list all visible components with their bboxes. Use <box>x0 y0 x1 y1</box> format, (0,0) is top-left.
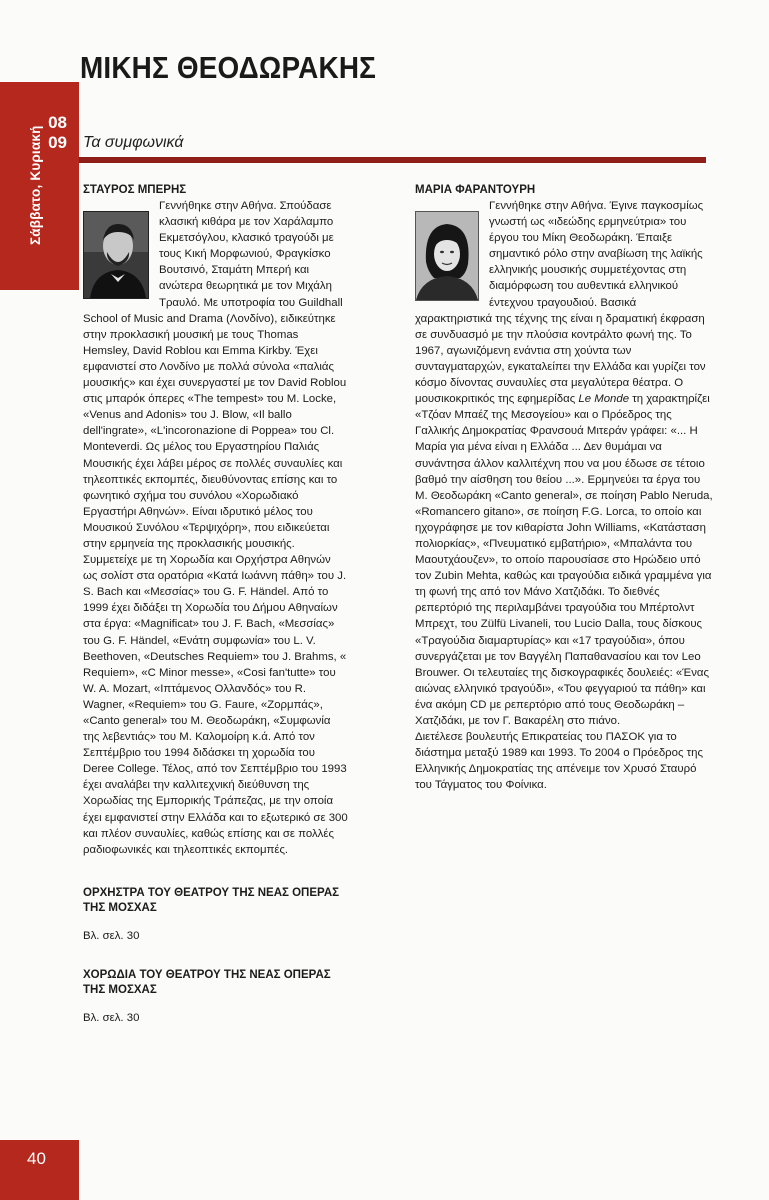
choir-heading: ΧΟΡΩΔΙΑ ΤΟΥ ΘΕΑΤΡΟΥ ΤΗΣ ΝΕΑΣ ΟΠΕΡΑΣ ΤΗΣ ΜΟΣΧΑΣ <box>83 968 331 996</box>
bio-text-left: Γεννήθηκε στην Αθήνα. Σπούδασε κλασική κιθάρα με τον Χαράλαμπο Εκμετσόγλου, κλασικό τραγούδι με τους Κική Μορφωνιού, Φραγκίσκο Βουτσινό, Σταμάτη Μπερή και ανώτερα θεωρητικά με τον Μιχάλη Τραυλό. Με υποτροφία του Guildhall School of Music and Drama (Λονδίνο), ειδικεύτηκε στην προκλασική μουσική με τους Thomas Hemsley, David Roblou και Emma Kirkby. Έχει εμφανιστεί στο Λονδίνο με πολλά σύνολα «παλιάς μουσικής» και έχει συνεργαστεί με τον David Roblou στις μπαρόκ όπερες «The tempest» του M. Locke, «Venus and Adonis» του J. Blow, «Il ballo dell'ingrate», «L'incoronazione di Poppea» του Cl. Monteverdi. Ως μέλος του Εργαστηρίου Παλιάς Μουσικής έχει λάβει μέρος σε πολλές συναυλίες και τηλεοπτικές εκπομπές, διευθύνοντας επίσης και το φωνητικό σχήμα του συνόλου «Χορωδιακό Εργαστήρι Αθηνών». Είναι ιδρυτικό μέλος του Μουσικού Συνόλου «Τερψιχόρη», που ειδικεύεται στην ερμηνεία της προκλασικής μουσικής. Συμμετείχε με τη Χορωδία και Ορχήστρα Αθηνών ως σολίστ στα ορατόρια «Κατά Ιωάννη πάθη» του J. S. Bach και «Μεσσίας» του G. F. Händel. Από το 1999 έχει διδάξει τη Χορωδία του Δήμου Αθηναίων στα έργα: «Magnificat» του J. F. Bach, «Μεσσίας» του G. F. Händel, «Ενάτη συμφωνία» του L. V. Beethoven, «Deutsches Requiem» του J. Brahms, « Requiem», «C Minor messe», «Cosi fan'tutte» του W. A. Mozart, «Ιπτάμενος Ολλανδός» του R. Wagner, «Requiem» του G. Faure, «Ζορμπάς», «Canto general» του Μ. Θεοδωράκη, «Συμφωνία της λεβεντιάς» του Μ. Καλομοίρη κ.ά. Από τον Σεπτέμβριο του 1994 διδάσκει τη χορωδία του Deree College. Τέλος, από τον Σεπτέμβριο του 1993 έχει αναλάβει την καλλιτεχνική διεύθυνση της Χορωδίας της Εμπορικής Τράπεζας, με την οποία έχει εμφανιστεί στην Ελλάδα και το εξωτερικό σε 300 και πλέον συναυλίες, καθώς επίσης και σε πολλές ραδιοφωνικές και τηλεοπτικές εκπομπές. <box>83 200 348 856</box>
newspaper-name: Le Monde <box>578 393 630 406</box>
header-rule <box>79 157 706 163</box>
right-column <box>415 183 715 793</box>
artist-heading-right: ΜΑΡΙΑ ΦΑΡΑΝΤΟΥΡΗ <box>415 184 536 196</box>
choir-page-ref: Βλ. σελ. 30 <box>83 1011 140 1024</box>
bio-right-part2: τη χαρακτηρίζει «Τζόαν Μπαέζ της Μεσογείου» και ο Πρόεδρος της Γαλλικής Δημοκρατίας Φρανσουά Μιτεράν γράφει: «... Η Μαρία για μένα είναι η Ελλάδα ... Δεν θυμάμαι να συνάντησα άλλον καλλιτέχνη που να μου έδωσε σε τέτοιο βαθμό την αίσθηση του θείου ...». Ερμηνεύει τα έργα του Μ. Θεοδωράκη «Canto general», σε ποίηση Pablo Neruda, «Romancero gitano», σε ποίηση F.G. Lorca, το οποίο και ηχογράφησε με τον κιθαρίστα John Williams, «Κατάσταση πολιορκίας», «Πνευματικό εμβατήριο», «Μπαλάντα του Μαουτχάουζεν», το οποίο παρουσίασε στο Ηρώδειο υπό τον Zubin Mehta, καθώς και τραγούδια ειδικά γραμμένα για τη φωνή της από τον Μάνο Χατζιδάκι. Το διεθνές ρεπερτόριό της περιλαμβάνει τραγούδια του Μπέρτολντ Μπρεχτ, του Zülfü Livaneli, του Lucio Dalla, τους δίσκους «Τραγούδια διαμαρτυρίας» και «17 τραγούδια», όπου συνεργάζεται με τον Βαγγέλη Παπαθανασίου και τον Leo Brouwer. Οι τελευταίες της δισκογραφικές δουλειές: «Ένας αιώνας ελληνικό τραγούδι», «Του φεγγαριού τα πάθη» και ένα ακόμη CD με ρεπερτόριο από τους Θεοδωράκη – Χατζιδάκι, με τον Γ. Βακαρέλη στο πιάνο. <box>415 393 713 727</box>
bio-right-part1: Γεννήθηκε στην Αθήνα. Έγινε παγκοσμίως γνωστή ως «ιδεώδης ερμηνεύτρια» του έργου του Μίκη Θεοδωράκη. Έπαιξε σημαντικό ρόλο στην αναβίωση της λαϊκής ελληνικής μουσικής συμμετέχοντας στη διαμόρφωση του αυθεντικά ελληνικού έντεχνου τραγουδιού. Βασικά χαρακτηριστικά της τέχνης της είναι η δραματική έκφραση σε συνδυασμό με την πλούσια κοντράλτο φωνή της. Το 1967, αγωνιζόμενη ενάντια στη χούντα των συνταγματαρχών, εγκαταλείπει την Ελλάδα και γυρίζει τον κόσμο δίνοντας συναυλίες στα μεγαλύτερα θέατρα. Ο μουσικοκριτικός της εφημερίδας <box>415 200 706 406</box>
page-number: 40 <box>27 1149 46 1168</box>
orchestra-heading: ΟΡΧΗΣΤΡΑ ΤΟΥ ΘΕΑΤΡΟΥ ΤΗΣ ΝΕΑΣ ΟΠΕΡΑΣ ΤΗΣ ΜΟΣΧΑΣ <box>83 886 340 914</box>
artist-heading-left: ΣΤΑΥΡΟΣ ΜΠΕΡΗΣ <box>83 184 187 196</box>
left-column <box>83 183 348 1024</box>
date-end: 09 <box>48 133 67 152</box>
side-day-label: Σάββατο, Κυριακή <box>28 125 43 245</box>
orchestra-page-ref: Βλ. σελ. 30 <box>83 929 140 942</box>
page-title: ΜΙΚΗΣ ΘΕΟΔΩΡΑΚΗΣ <box>80 50 377 85</box>
date-start: 08 <box>48 113 67 132</box>
page-subtitle: Τα συμφωνικά <box>83 134 184 151</box>
portrait-photo-man-icon <box>83 211 149 299</box>
choir-section <box>83 968 348 1024</box>
bio-text-right-2: Διετέλεσε βουλευτής Επικρατείας του ΠΑΣΟΚ για το διάστημα μεταξύ 1989 και 1993. Το 2004 ο Πρόεδρος της Ελληνικής Δημοκρατίας της απένειμε τον Χρυσό Σταυρό του Τάγματος του Φοίνικα. <box>415 731 703 792</box>
page-number-tab <box>0 1140 79 1200</box>
orchestra-section <box>83 886 348 942</box>
portrait-photo-woman-icon <box>415 211 479 301</box>
